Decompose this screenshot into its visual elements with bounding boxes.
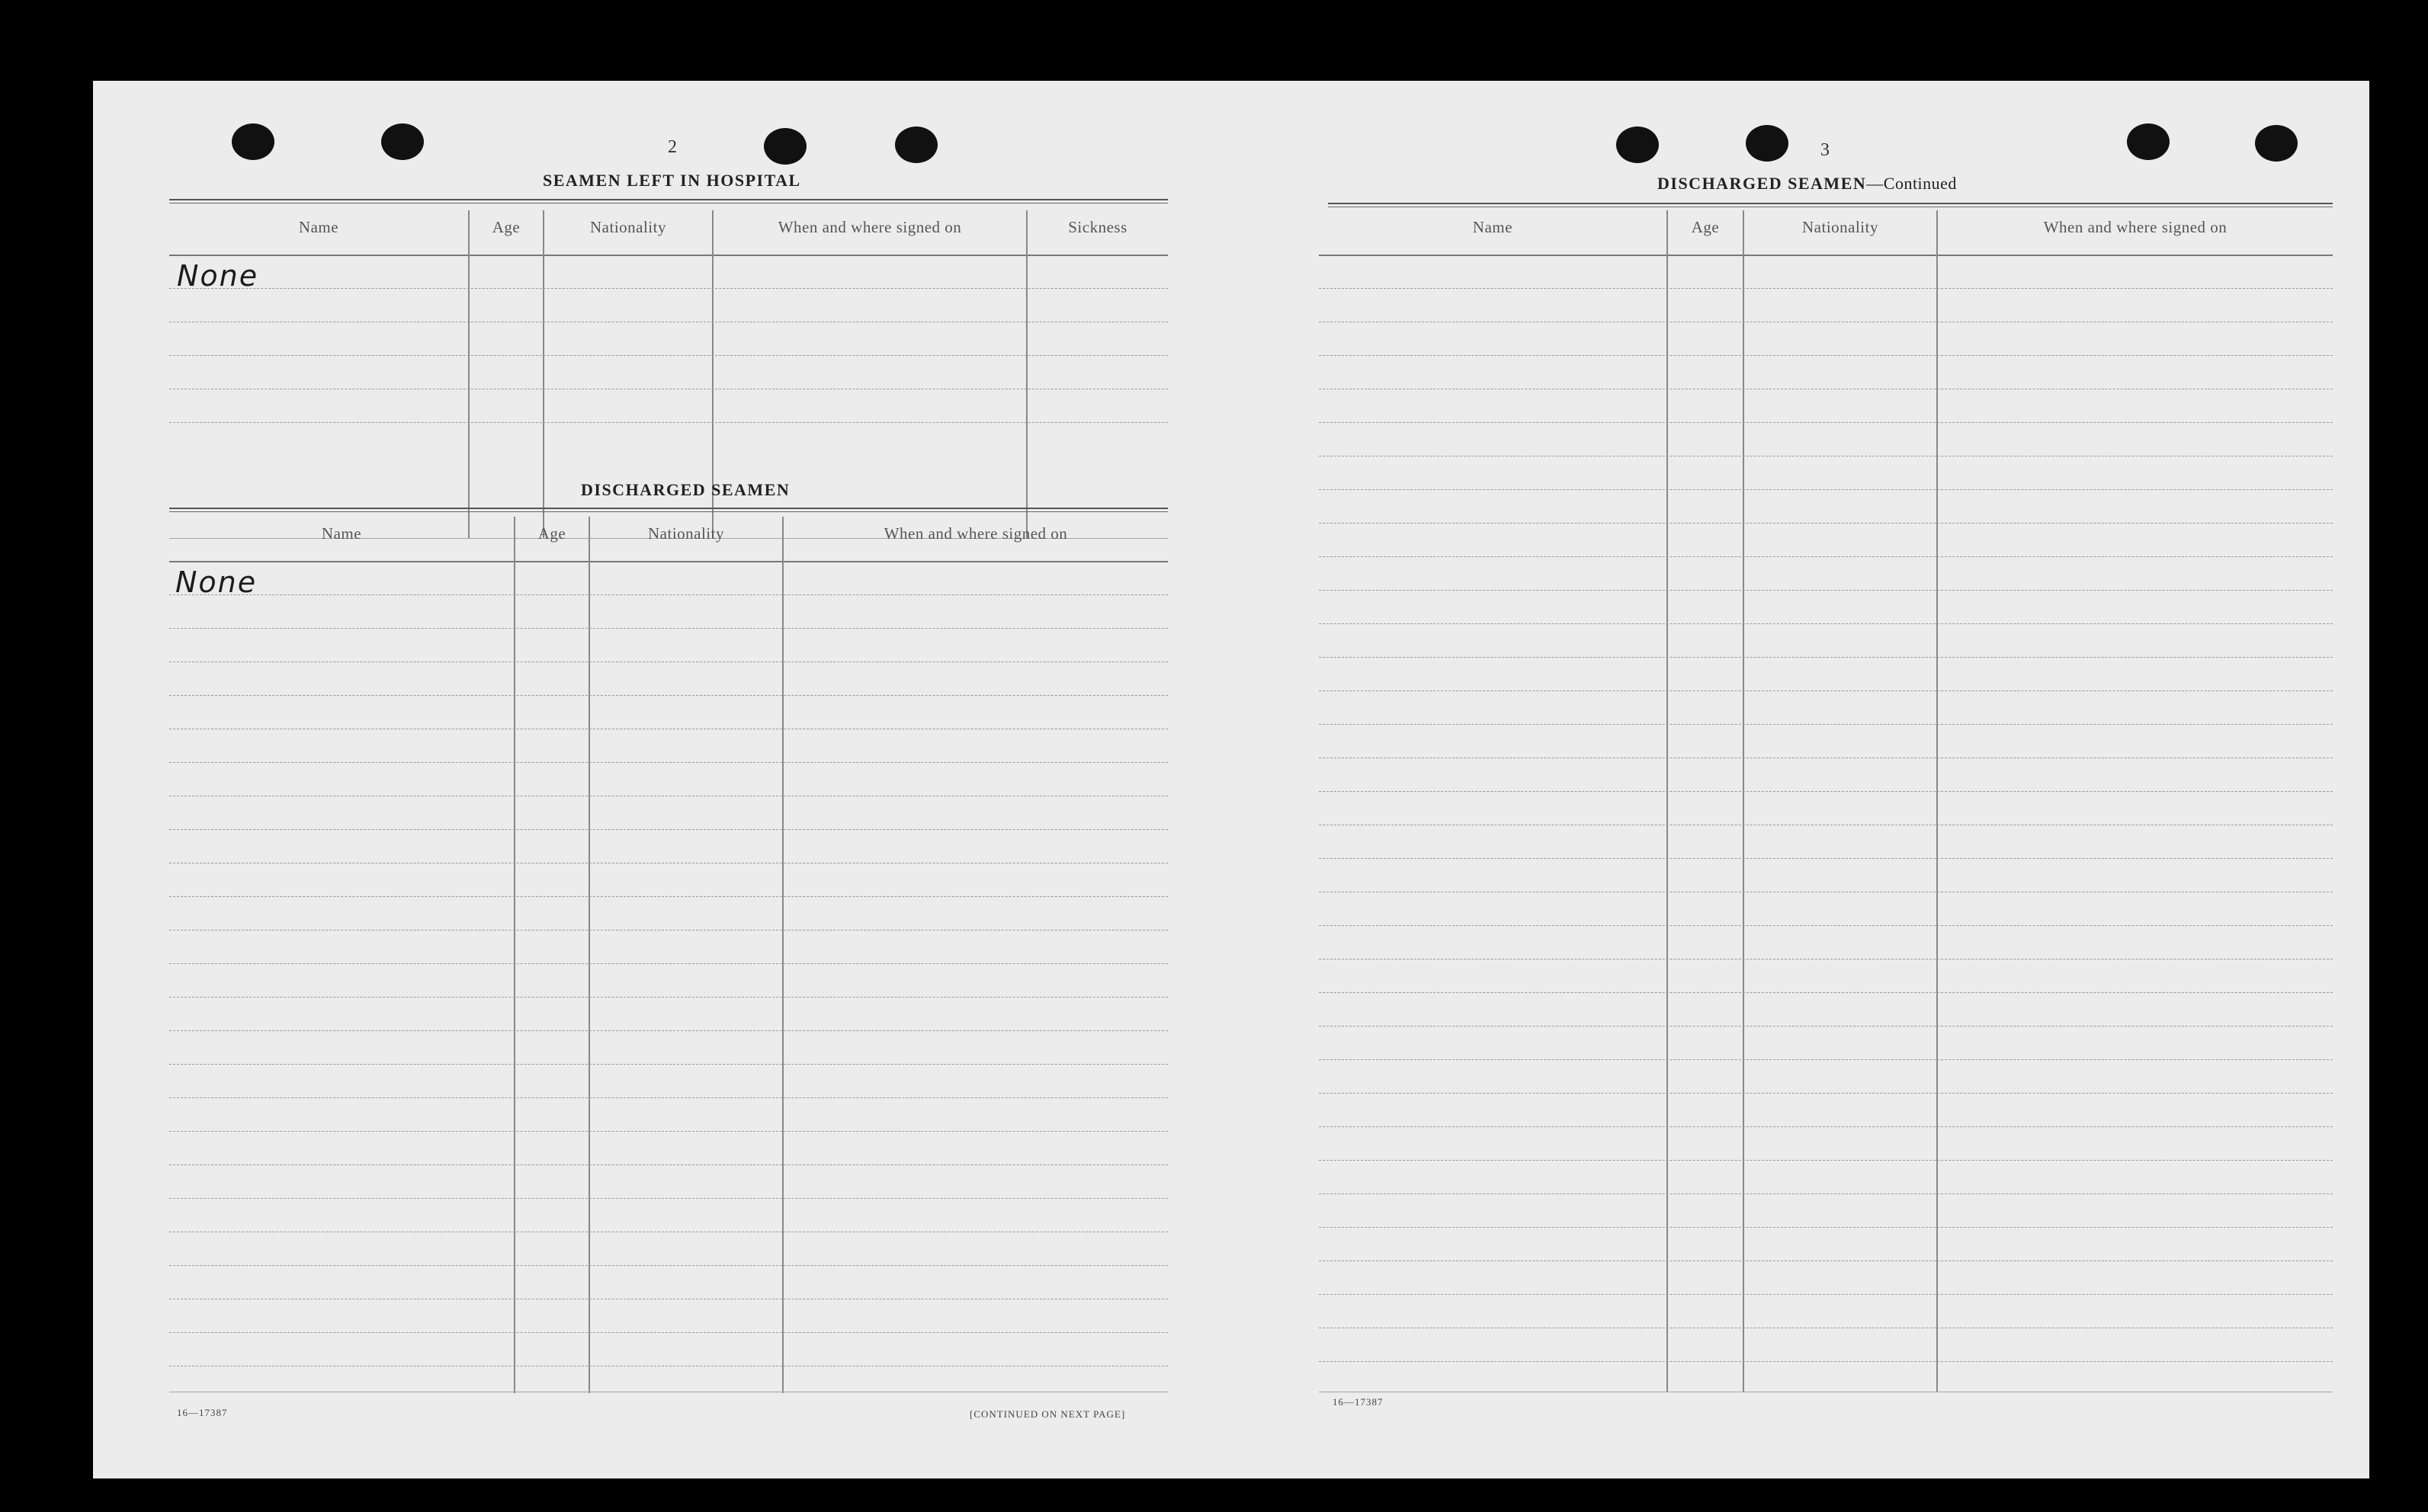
row-line [169, 963, 1168, 964]
row-line [169, 829, 1168, 830]
column-divider [1666, 210, 1668, 1392]
column-divider [543, 210, 544, 538]
col-header-when-where: When and where signed on [884, 524, 1068, 543]
row-line [1319, 791, 2333, 792]
row-line [169, 288, 1168, 289]
col-header-name: Name [321, 524, 362, 543]
row-line [1319, 925, 2333, 926]
column-divider [1026, 210, 1028, 538]
row-line [1319, 1126, 2333, 1127]
continued-suffix: —Continued [1866, 174, 1957, 193]
discharged-continued-table [1319, 210, 2333, 1396]
row-line [169, 1097, 1168, 1098]
row-line [1319, 858, 2333, 859]
column-divider [782, 517, 784, 1393]
row-line [169, 1164, 1168, 1165]
row-line [169, 695, 1168, 696]
col-header-sickness: Sickness [1068, 218, 1127, 236]
col-header-nationality: Nationality [590, 218, 666, 236]
punch-hole [764, 128, 807, 165]
row-line [169, 997, 1168, 998]
punch-hole [895, 127, 938, 163]
row-line [169, 896, 1168, 897]
form-number-left: 16—17387 [177, 1407, 228, 1418]
form-number-right: 16—17387 [1333, 1396, 1384, 1408]
row-line [169, 1332, 1168, 1333]
discharged-section-title: DISCHARGED SEAMEN [581, 480, 791, 499]
row-line [169, 594, 1168, 595]
header-underline [169, 255, 1168, 256]
col-header-name: Name [1472, 218, 1513, 236]
row-line [169, 1030, 1168, 1031]
continued-note: [CONTINUED ON NEXT PAGE] [970, 1408, 1126, 1420]
row-line [1319, 724, 2333, 725]
col-header-age: Age [1691, 218, 1720, 236]
page-number-left: 2 [668, 137, 677, 157]
punch-hole [2127, 123, 2170, 160]
hospital-entry-handwritten: None [177, 259, 259, 293]
row-line [169, 422, 1168, 423]
col-header-when-where: When and where signed on [2043, 218, 2228, 236]
row-line [169, 762, 1168, 763]
row-line [1319, 1093, 2333, 1094]
row-line [1319, 1294, 2333, 1295]
discharged-continued-title-text: DISCHARGED SEAMEN [1657, 174, 1867, 193]
row-line [169, 1198, 1168, 1199]
row-line [1319, 1193, 2333, 1194]
row-line [169, 930, 1168, 931]
discharged-entry-handwritten: None [175, 565, 258, 599]
row-line [1319, 288, 2333, 289]
row-line [1319, 355, 2333, 356]
row-line [1319, 1026, 2333, 1027]
row-line [1319, 657, 2333, 658]
row-line [1319, 623, 2333, 624]
row-line [1319, 1160, 2333, 1161]
row-line [1319, 590, 2333, 591]
col-header-when-where: When and where signed on [778, 218, 962, 236]
row-line [1319, 1059, 2333, 1060]
discharged-top-rule [169, 508, 1168, 509]
row-line [1319, 690, 2333, 691]
form-sheet [93, 81, 2369, 1478]
row-line [1319, 489, 2333, 490]
col-header-name: Name [298, 218, 339, 236]
page-number-right: 3 [1820, 140, 1830, 160]
punch-hole [2255, 125, 2298, 162]
column-divider [1936, 210, 1938, 1392]
punch-hole [1616, 127, 1659, 163]
column-divider [1743, 210, 1744, 1392]
hospital-section-title: SEAMEN LEFT IN HOSPITAL [543, 171, 801, 190]
column-divider [468, 210, 470, 538]
col-header-age: Age [492, 218, 521, 236]
row-line [1319, 1227, 2333, 1228]
discharged-table [169, 517, 1168, 1393]
row-line [169, 1131, 1168, 1132]
row-line [1319, 992, 2333, 993]
col-header-nationality: Nationality [648, 524, 724, 543]
right-top-rule [1328, 203, 2333, 204]
header-underline [1319, 255, 2333, 256]
punch-hole [1746, 125, 1788, 162]
row-line [1319, 523, 2333, 524]
col-header-nationality: Nationality [1802, 218, 1878, 236]
row-line [1319, 556, 2333, 557]
col-header-age: Age [537, 524, 566, 543]
discharged-continued-title [1657, 174, 1957, 194]
row-line [1319, 422, 2333, 423]
column-divider [589, 517, 590, 1393]
row-line [169, 628, 1168, 629]
punch-hole [232, 123, 274, 160]
row-line [1319, 1361, 2333, 1362]
column-divider [514, 517, 515, 1393]
header-underline [169, 561, 1168, 562]
row-line [169, 1064, 1168, 1065]
punch-hole [381, 123, 424, 160]
row-line [169, 1265, 1168, 1266]
hospital-top-rule [169, 199, 1168, 200]
row-line [169, 355, 1168, 356]
